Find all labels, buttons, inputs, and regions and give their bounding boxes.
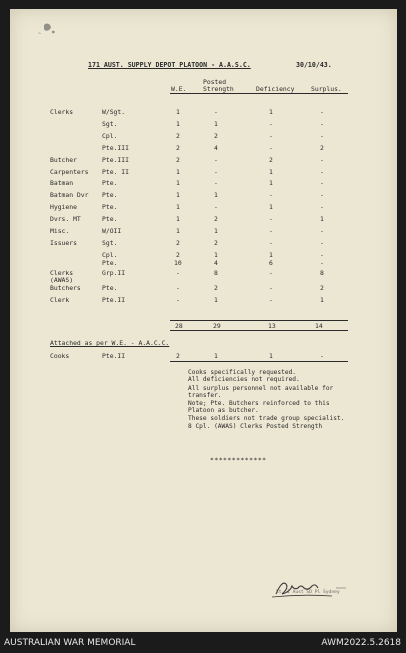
attached-heading: Attached as per W.E. - A.A.C.C.: [50, 339, 170, 347]
cell-surplus: 1: [320, 215, 324, 224]
cell-deficiency: -: [269, 269, 273, 278]
cell-deficiency: 1: [269, 179, 273, 188]
cell-surplus: 8: [320, 269, 324, 278]
cell-rank: W/Sgt.: [102, 108, 126, 116]
document-date: 30/10/43.: [296, 61, 332, 69]
cell-deficiency: 1: [269, 167, 273, 176]
cell-we: 1: [176, 191, 180, 200]
cell-deficiency: -: [269, 283, 273, 292]
cell-trade: Batman: [50, 179, 74, 188]
cell-deficiency: 1: [269, 203, 273, 212]
cell-posted: 4: [214, 258, 218, 267]
cell-deficiency: -: [269, 131, 273, 140]
cell-trade-subline: (AWAS): [50, 276, 74, 285]
cell-trade: Clerks: [50, 108, 74, 116]
cell-posted: 1: [214, 191, 218, 200]
cell-we: 1: [176, 167, 180, 176]
note-line: transfer.: [188, 392, 222, 399]
cell-rank: Pte.: [102, 215, 118, 224]
cell-surplus: -: [320, 227, 324, 235]
totals-rule-top: [170, 320, 348, 321]
cell-trade: Misc.: [50, 227, 70, 235]
cell-rank: Pte.: [102, 258, 118, 267]
cell-posted: 2: [214, 131, 218, 140]
note-line: These soldiers not trade group specialist.: [188, 415, 345, 422]
cell-deficiency: 1: [269, 251, 273, 260]
cell-surplus: -: [320, 108, 324, 116]
cell-posted: 1: [214, 119, 218, 128]
cell-we: 2: [176, 251, 180, 260]
cell-trade: Hygiene: [50, 203, 77, 212]
cell-we: -: [176, 295, 180, 304]
cell-posted: 2: [214, 283, 218, 292]
note-line: All deficiencies not required.: [188, 376, 300, 383]
cell-we: 1: [176, 203, 180, 212]
cell-posted: 2: [214, 238, 218, 247]
cell-surplus: -: [320, 179, 324, 188]
cell-trade: Butcher: [50, 155, 77, 164]
footer-accession-number: AWM2022.5.2618: [321, 638, 401, 648]
footer-institution: AUSTRALIAN WAR MEMORIAL: [4, 638, 136, 648]
cell-surplus: 2: [320, 283, 324, 292]
cell-deficiency: -: [269, 191, 273, 200]
cell-deficiency: -: [269, 215, 273, 224]
cell-we: 1: [176, 227, 180, 235]
cell-we: 2: [176, 143, 180, 152]
cell-rank: Cpl.: [102, 251, 118, 260]
cell-surplus: -: [320, 258, 324, 267]
cell-rank: Pte. II: [102, 167, 129, 176]
cell-surplus: -: [320, 131, 324, 140]
total-deficiency: 13: [268, 322, 276, 330]
header-we: W.E.: [171, 85, 187, 93]
divider-asterisks: *************: [210, 456, 267, 464]
attached-posted: 1: [214, 352, 218, 360]
document-title: 171 AUST. SUPPLY DEPOT PLATOON - A.A.S.C.: [88, 61, 251, 69]
cell-posted: -: [214, 108, 218, 116]
cell-we: 10: [174, 258, 182, 267]
cell-deficiency: 2: [269, 155, 273, 164]
cell-rank: Sgt.: [102, 238, 118, 247]
cell-posted: 1: [214, 295, 218, 304]
cell-surplus: 2: [320, 143, 324, 152]
cell-posted: 8: [214, 269, 218, 278]
cell-we: 2: [176, 131, 180, 140]
cell-deficiency: -: [269, 295, 273, 304]
cell-surplus: -: [320, 167, 324, 176]
signature-image: [268, 574, 358, 604]
cell-posted: -: [214, 179, 218, 188]
cell-posted: -: [214, 167, 218, 176]
totals-rule-bottom: [170, 330, 348, 331]
attached-we: 2: [176, 352, 180, 360]
cell-posted: 2: [214, 215, 218, 224]
note-line: 8 Cpl. (AWAS) Clerks Posted Strength: [188, 423, 323, 430]
header-deficiency: Deficiency: [256, 85, 295, 93]
cell-deficiency: 1: [269, 108, 273, 116]
cell-rank: Cpl.: [102, 131, 118, 140]
cell-posted: -: [214, 203, 218, 212]
cell-surplus: -: [320, 251, 324, 260]
cell-posted: 4: [214, 143, 218, 152]
cell-rank: Pte.: [102, 283, 118, 292]
cell-rank: Pte.: [102, 179, 118, 188]
attached-rank: Pte.II: [102, 352, 126, 360]
cell-posted: 1: [214, 227, 218, 235]
cell-trade: Clerk: [50, 295, 70, 304]
cell-we: 1: [176, 108, 180, 116]
cell-we: 2: [176, 238, 180, 247]
cell-trade: Issuers: [50, 238, 77, 247]
cell-trade: Butchers: [50, 283, 81, 292]
cell-we: 1: [176, 119, 180, 128]
attached-trade: Cooks: [50, 352, 70, 360]
cell-rank: Pte.III: [102, 143, 129, 152]
total-surplus: 14: [315, 322, 323, 330]
note-line: Cooks specifically requested.: [188, 369, 297, 376]
cell-deficiency: 6: [269, 258, 273, 267]
cell-we: 2: [176, 155, 180, 164]
total-we: 28: [175, 322, 183, 330]
attached-surplus: -: [320, 352, 324, 360]
cell-rank: Sgt.: [102, 119, 118, 128]
note-line: Platoon as butcher.: [188, 407, 259, 414]
archive-footer: [0, 632, 406, 653]
signature-caption: Lt. I Aust SD Pl Sydney: [276, 590, 340, 595]
cell-surplus: 1: [320, 295, 324, 304]
header-surplus: Surplus.: [311, 85, 342, 93]
cell-surplus: -: [320, 203, 324, 212]
cell-we: -: [176, 283, 180, 292]
cell-deficiency: -: [269, 143, 273, 152]
cell-rank: Pte.II: [102, 295, 126, 304]
note-line: Note; Pte. Butchers reinforced to this: [188, 400, 330, 407]
cell-deficiency: -: [269, 238, 273, 247]
cell-surplus: -: [320, 155, 324, 164]
ink-blot-mark: [14, 19, 62, 41]
cell-rank: Pte.: [102, 191, 118, 200]
cell-we: -: [176, 269, 180, 278]
cell-surplus: -: [320, 191, 324, 200]
cell-trade: Carpenters: [50, 167, 89, 176]
header-posted-line1: Posted: [203, 78, 227, 86]
cell-surplus: -: [320, 238, 324, 247]
attached-rule: [170, 361, 348, 362]
cell-trade: Clerks: [50, 269, 74, 278]
cell-rank: Grp.II: [102, 269, 126, 278]
cell-we: 1: [176, 215, 180, 224]
note-line: All surplus personnel not available for: [188, 385, 334, 392]
total-posted: 29: [213, 322, 221, 330]
document-page: [10, 9, 397, 632]
cell-rank: Pte.III: [102, 155, 129, 164]
cell-trade: Dvrs. MT: [50, 215, 81, 224]
cell-rank: Pte.: [102, 203, 118, 212]
cell-posted: -: [214, 155, 218, 164]
cell-surplus: -: [320, 119, 324, 128]
cell-we: 1: [176, 179, 180, 188]
header-rule: [170, 93, 348, 94]
cell-deficiency: -: [269, 119, 273, 128]
header-posted-line2: Strength: [203, 85, 234, 93]
cell-rank: W/OII: [102, 227, 122, 235]
cell-trade: Batman Dvr: [50, 191, 89, 200]
attached-deficiency: 1: [269, 352, 273, 360]
cell-posted: 1: [214, 251, 218, 260]
cell-deficiency: -: [269, 227, 273, 235]
